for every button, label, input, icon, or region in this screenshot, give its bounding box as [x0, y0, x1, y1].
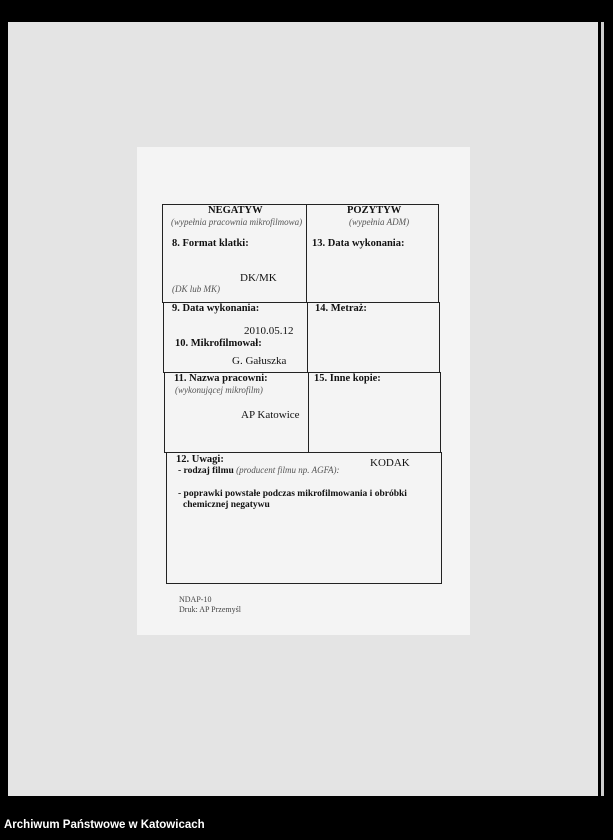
uwagi-label: 12. Uwagi: [176, 454, 224, 465]
film-label: - rodzaj filmu [178, 466, 234, 476]
archive-caption: Archiwum Państwowe w Katowicach [4, 819, 205, 831]
date-value: 2010.05.12 [244, 325, 294, 337]
film-hint: (producent filmu np. AGFA): [236, 465, 340, 475]
scan-edge [601, 22, 604, 796]
pozytyw-subtitle: (wypełnia ADM) [349, 217, 410, 227]
film-line [178, 465, 339, 476]
form-code: NDAP-10 [179, 595, 212, 604]
poprawki-line-1: - poprawki powstałe podczas mikrofilmowania i obróbki [178, 489, 407, 499]
print-info: Druk: AP Przemyśl [179, 605, 241, 614]
pozytyw-title: POZYTYW [347, 205, 402, 216]
format-value: DK/MK [240, 272, 277, 284]
pracownia-value: AP Katowice [241, 409, 300, 421]
mikrofilmowal-label: 10. Mikrofilmował: [175, 338, 262, 349]
mikrofilmowal-value: G. Gałuszka [232, 355, 287, 367]
format-label: 8. Format klatki: [172, 238, 249, 249]
inne-kopie-cell [308, 372, 441, 453]
date-label: 9. Data wykonania: [172, 303, 260, 314]
format-hint: (DK lub MK) [172, 284, 220, 294]
poprawki-line-2: chemicznej negatywu [183, 500, 270, 510]
pracownia-label: 11. Nazwa pracowni: [174, 373, 268, 384]
pozytyw-date-label: 13. Data wykonania: [312, 238, 405, 249]
negatyw-subtitle: (wypełnia pracownia mikrofilmowa) [171, 217, 303, 227]
pracownia-hint: (wykonującej mikrofilm) [175, 385, 263, 395]
inne-kopie-label: 15. Inne kopie: [314, 373, 381, 384]
film-value: KODAK [370, 457, 410, 469]
negatyw-title: NEGATYW [208, 205, 263, 216]
metraz-label: 14. Metraż: [315, 303, 367, 314]
